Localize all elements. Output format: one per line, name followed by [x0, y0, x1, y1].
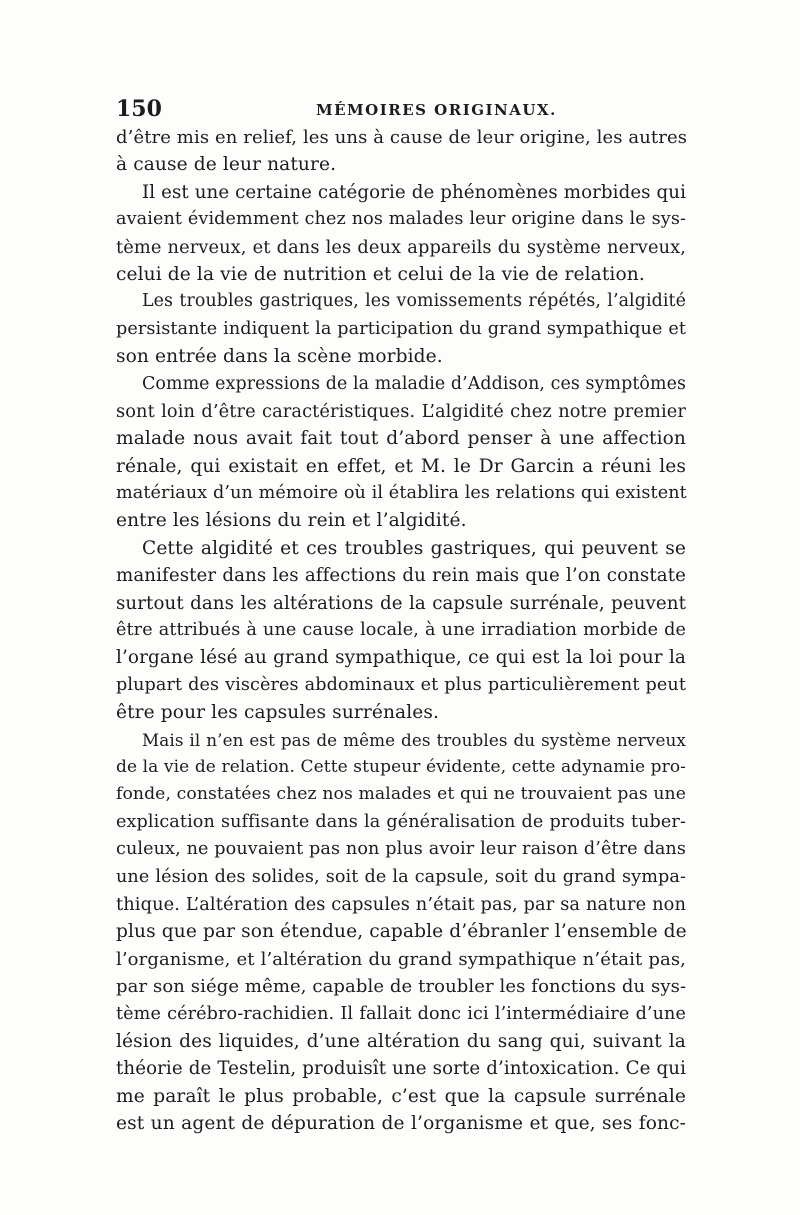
text-line: l’organe lésé au grand sympathique, ce qui est la loi pour la: [116, 647, 686, 669]
text-line: à cause de leur nature.: [116, 154, 337, 176]
body-text: [116, 124, 686, 1137]
text-line: tème cérébro-rachidien. Il fallait donc ici l’intermédiaire d’une: [116, 1003, 686, 1024]
text-line: fonde, constatées chez nos malades et qui ne trouvaient pas une: [116, 784, 686, 805]
text-line: son entrée dans la scène morbide.: [116, 346, 443, 368]
text-line: lésion des liquides, d’une altération du sang qui, suivant la: [116, 1030, 686, 1052]
text-line: manifester dans les affections du rein mais que l’on constate: [116, 565, 686, 587]
text-line: explication suffisante dans la généralisation de produits tuber-: [116, 811, 686, 832]
page-header: [116, 96, 686, 126]
text-line: plus que par son étendue, capable d’ébranler l’ensemble de: [116, 921, 687, 943]
text-line: être pour les capsules surrénales.: [116, 702, 440, 724]
text-line: est un agent de dépuration de l’organisme et que, ses fonc-: [116, 1113, 686, 1135]
text-line: Comme expressions de la maladie d’Addison, ces symptômes: [142, 373, 686, 394]
text-line: surtout dans les altérations de la capsule surrénale, peuvent: [116, 592, 686, 614]
text-line: Il est une certaine catégorie de phénomènes morbides qui: [142, 181, 686, 203]
text-line: Les troubles gastriques, les vomissements répétés, l’algidité: [142, 291, 686, 312]
text-line: l’organisme, et l’altération du grand sympathique n’était pas,: [116, 948, 686, 970]
running-head: MÉMOIRES ORIGINAUX.: [316, 101, 557, 119]
text-line: entre les lésions du rein et l’algidité.: [116, 510, 467, 532]
text-line: sont loin d’être caractéristiques. L’algidité chez notre premier: [116, 400, 686, 422]
text-line: être attribués à une cause locale, à une irradiation morbide de: [116, 620, 686, 641]
text-line: malade nous avait fait tout d’abord penser à une affection: [116, 428, 686, 450]
text-line: Mais il n’en est pas de même des troubles du système nerveux: [142, 729, 686, 750]
text-line: persistante indiquent la participation du grand sympathique et: [116, 318, 686, 339]
text-line: rénale, qui existait en effet, et M. le Dr Garcin a réuni les: [116, 455, 686, 477]
page-number: 150: [116, 96, 162, 122]
text-line: une lésion des solides, soit de la capsule, soit du grand sympa-: [116, 866, 686, 887]
text-line: me paraît le plus probable, c’est que la capsule surrénale: [116, 1085, 686, 1107]
text-line: tème nerveux, et dans les deux appareils du système nerveux,: [116, 236, 686, 258]
text-line: avaient évidemment chez nos malades leur origine dans le sys-: [116, 209, 686, 230]
text-line: de la vie de relation. Cette stupeur évidente, cette adynamie pro-: [116, 756, 687, 777]
text-line: Cette algidité et ces troubles gastriques, qui peuvent se: [142, 537, 686, 559]
text-line: par son siége même, capable de troubler les fonctions du sys-: [116, 976, 687, 998]
text-line: thique. L’altération des capsules n’était pas, par sa nature non: [116, 893, 686, 915]
text-line: matériaux d’un mémoire où il établira les relations qui existent: [116, 483, 687, 504]
text-line: d’être mis en relief, les uns à cause de leur origine, les autres: [116, 127, 688, 148]
text-line: culeux, ne pouvaient pas non plus avoir leur raison d’être dans: [116, 839, 686, 860]
text-line: celui de la vie de nutrition et celui de la vie de relation.: [116, 263, 645, 285]
text-line: plupart des viscères abdominaux et plus particulièrement peut: [116, 674, 686, 695]
text-line: théorie de Testelin, produisît une sorte d’intoxication. Ce qui: [116, 1058, 686, 1080]
